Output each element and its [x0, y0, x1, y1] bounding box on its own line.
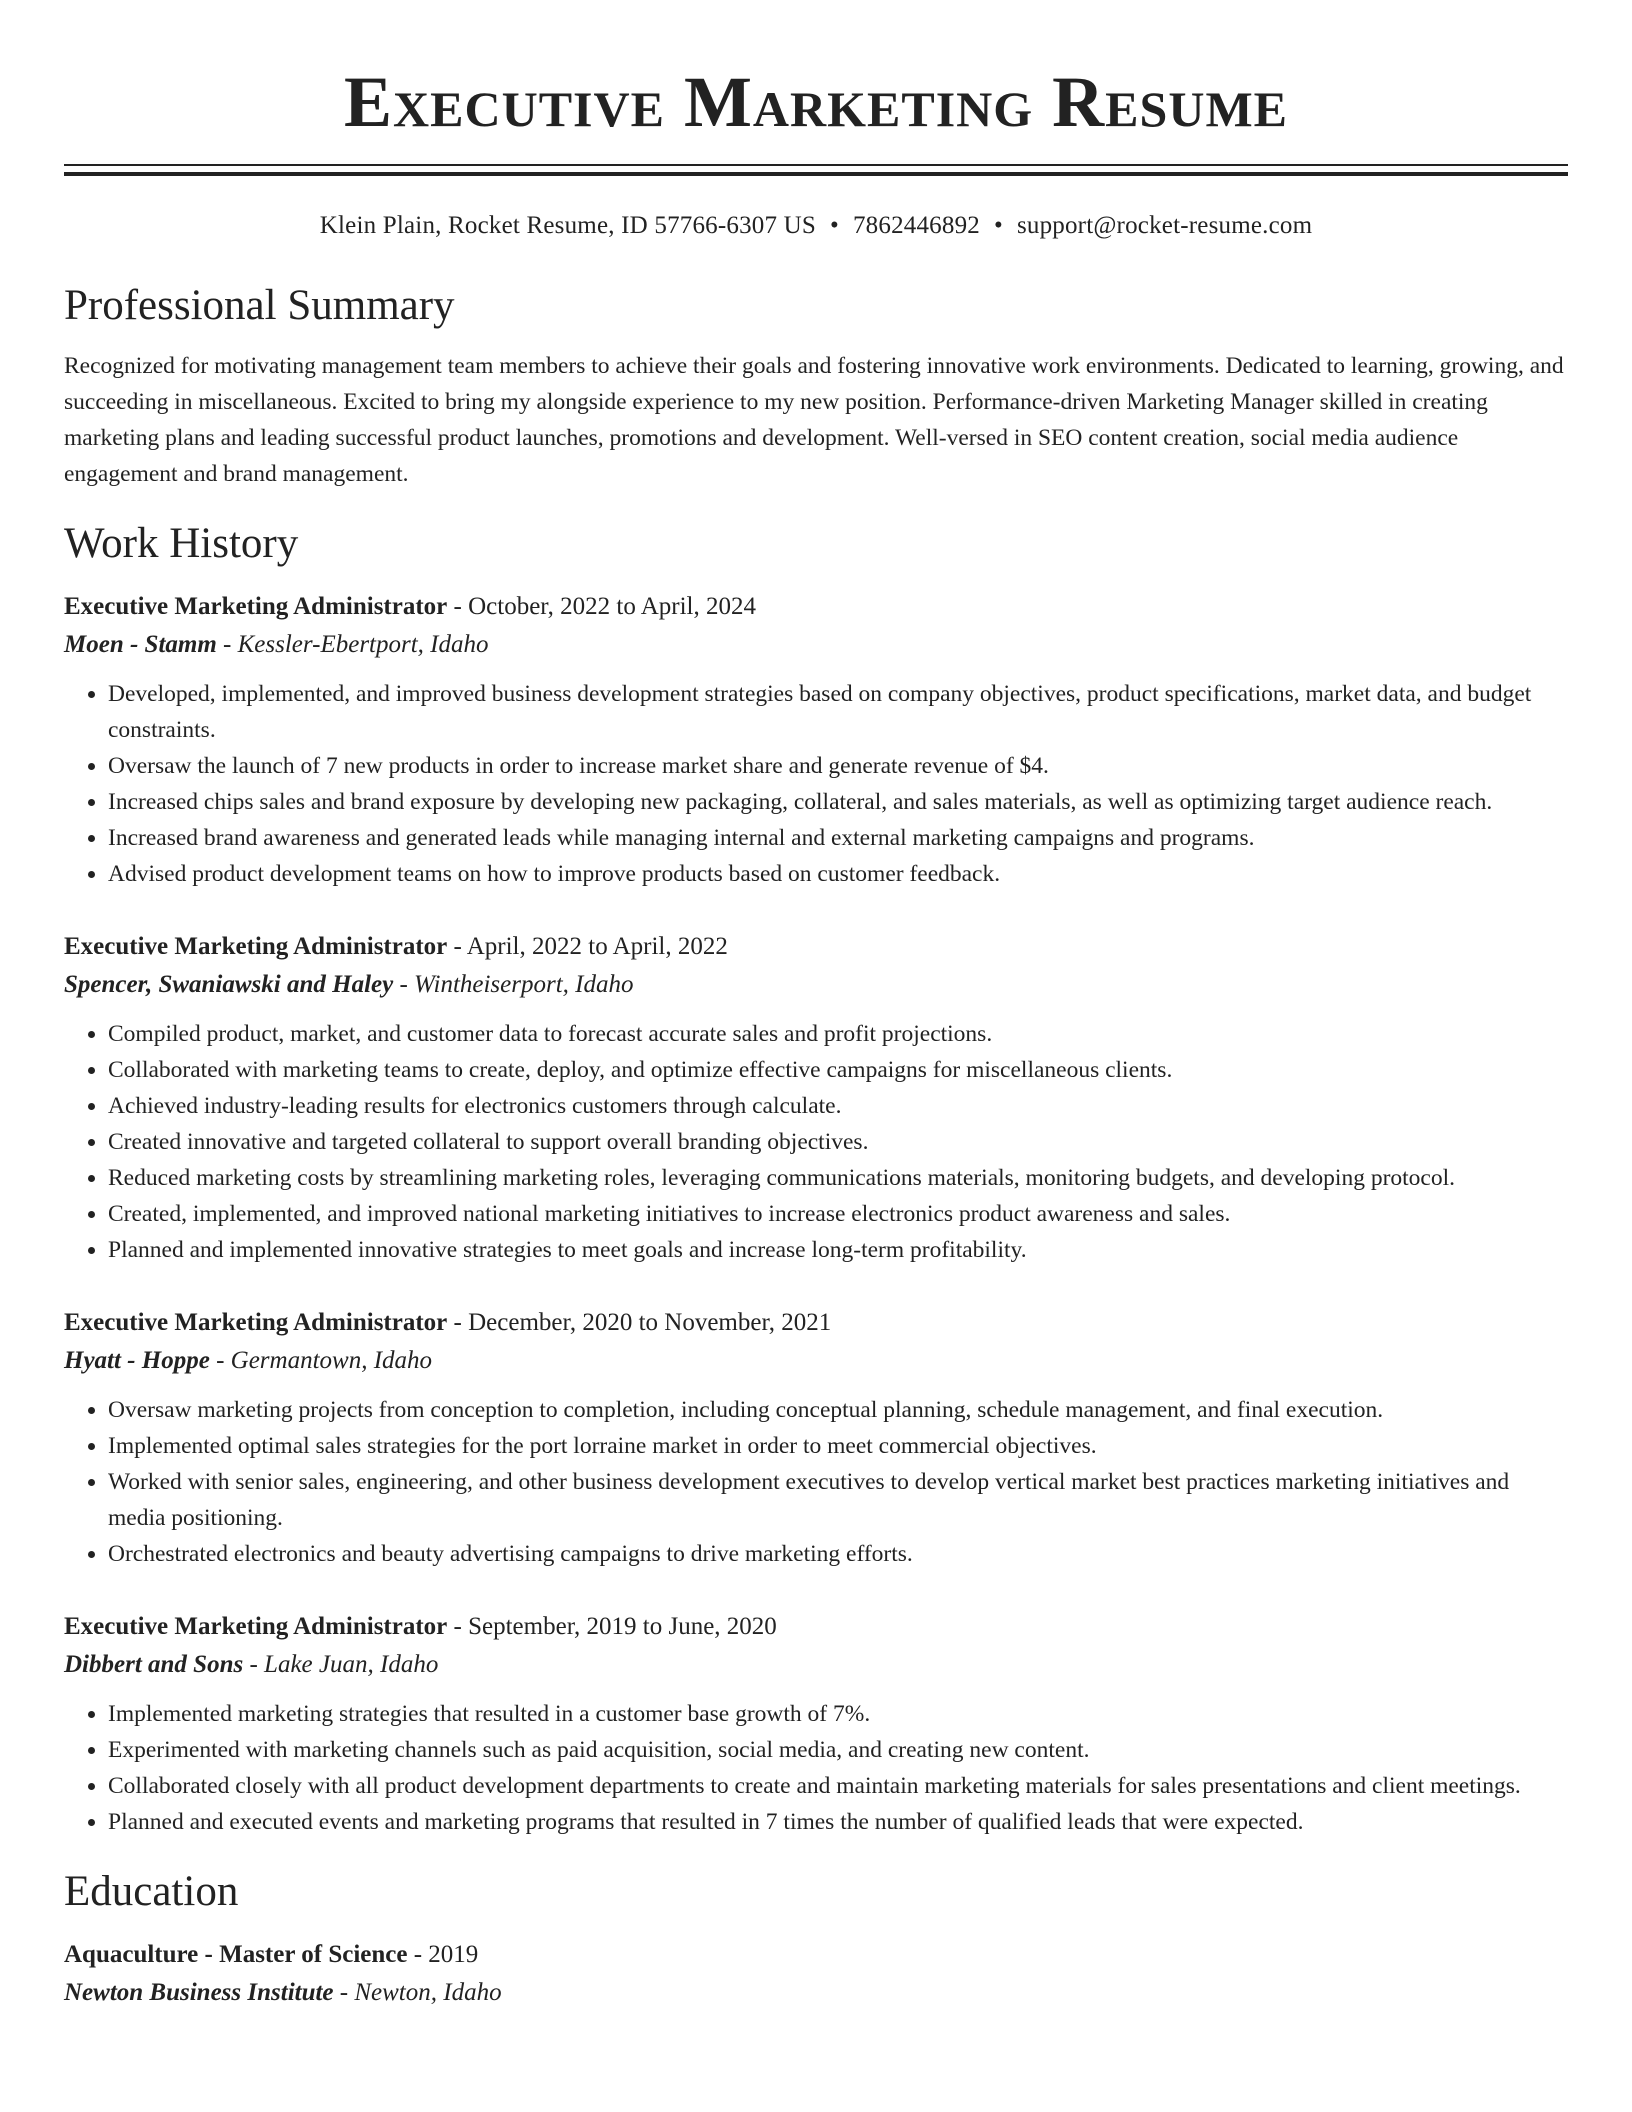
job-bullet: • Increased brand awareness and generated leads while managing internal and external marketing campaigns and programs.	[108, 820, 1568, 856]
job-dates: October, 2022 to April, 2024	[468, 593, 756, 620]
job-location: Germantown, Idaho	[230, 1347, 433, 1374]
education-degree: Aquaculture - Master of Science	[64, 1941, 408, 1968]
job-bullet: • Collaborated closely with all product development departments to create and maintain marketing materials for sales presentations and client meetings.	[108, 1768, 1568, 1804]
job-bullet: • Increased chips sales and brand exposure by developing new packaging, collateral, and sales materials, as well as optimizing target audience reach.	[108, 784, 1568, 820]
job-bullet: • Experimented with marketing channels such as paid acquisition, social media, and creating new content.	[108, 1732, 1568, 1768]
job-company: Hyatt - Hoppe	[64, 1347, 210, 1374]
job-company-line: Spencer, Swaniawski and Haley - Wintheiserport, Idaho	[64, 971, 634, 998]
education-school-line: Newton Business Institute - Newton, Idaho	[64, 1979, 502, 2006]
job-location: Wintheiserport, Idaho	[414, 971, 634, 998]
work-history-heading: Work History	[64, 520, 299, 567]
job-entry	[64, 928, 1568, 1268]
job-bullet: • Implemented marketing strategies that resulted in a customer base growth of 7%.	[108, 1696, 1568, 1732]
job-bullet: • Achieved industry-leading results for electronics customers through calculate.	[108, 1088, 1568, 1124]
resume-title: Executive Marketing Resume	[344, 62, 1288, 142]
education-school: Newton Business Institute	[64, 1979, 334, 2006]
education-heading: Education	[64, 1868, 239, 1915]
job-bullet: • Oversaw marketing projects from conception to completion, including conceptual planning, schedule management, and final execution.	[108, 1392, 1568, 1428]
job-company-line: Dibbert and Sons - Lake Juan, Idaho	[64, 1651, 439, 1678]
job-entry	[64, 588, 1568, 892]
contact-separator: •	[993, 212, 1003, 239]
title-divider	[64, 164, 1568, 176]
job-title-line: Executive Marketing Administrator - April, 2022 to April, 2022	[64, 933, 728, 960]
job-company: Moen - Stamm	[64, 631, 217, 658]
job-dates: December, 2020 to November, 2021	[468, 1309, 832, 1336]
education-degree-line: Aquaculture - Master of Science - 2019	[64, 1941, 479, 1968]
education-year: 2019	[428, 1941, 479, 1968]
job-company-line: Hyatt - Hoppe - Germantown, Idaho	[64, 1347, 433, 1374]
job-bullet: • Compiled product, market, and customer data to forecast accurate sales and profit projections.	[108, 1016, 1568, 1052]
job-entry	[64, 1608, 1568, 1840]
contact-address: Klein Plain, Rocket Resume, ID 57766-6307 US	[319, 212, 817, 239]
job-bullet: • Collaborated with marketing teams to create, deploy, and optimize effective campaigns for miscellaneous clients.	[108, 1052, 1568, 1088]
job-bullets	[64, 1392, 1568, 1572]
job-bullet: • Created, implemented, and improved national marketing initiatives to increase electronics product awareness and sales.	[108, 1196, 1568, 1232]
education-entry	[64, 1936, 1568, 2012]
summary-heading: Professional Summary	[64, 282, 455, 329]
job-bullet: • Developed, implemented, and improved business development strategies based on company objectives, product specifications, market data, and budget constraints.	[108, 676, 1568, 748]
job-title-line: Executive Marketing Administrator - October, 2022 to April, 2024	[64, 593, 756, 620]
job-bullets	[64, 1016, 1568, 1268]
summary-text: Recognized for motivating management team members to achieve their goals and fostering innovative work environments. Dedicated to learning, growing, and succeeding in miscellaneous. Excited to bring my alongside experience to my new position. Performance-driven Marketing Manager skilled in creating marketing plans and leading successful product launches, promotions and development. Well-versed in SEO content creation, social media audience engagement and brand management.	[64, 353, 1564, 487]
education-location: Newton, Idaho	[354, 1979, 502, 2006]
job-entry	[64, 1304, 1568, 1572]
job-bullet: • Worked with senior sales, engineering, and other business development executives to develop vertical market best practices marketing initiatives and media positioning.	[108, 1464, 1568, 1536]
job-bullets	[64, 676, 1568, 892]
job-bullet: • Implemented optimal sales strategies for the port lorraine market in order to meet commercial objectives.	[108, 1428, 1568, 1464]
contact-line	[64, 210, 1568, 242]
job-company: Dibbert and Sons	[64, 1651, 244, 1678]
job-bullet: • Planned and implemented innovative strategies to meet goals and increase long-term profitability.	[108, 1232, 1568, 1268]
job-title: Executive Marketing Administrator	[64, 933, 448, 960]
job-bullet: • Created innovative and targeted collateral to support overall branding objectives.	[108, 1124, 1568, 1160]
job-company: Spencer, Swaniawski and Haley	[64, 971, 394, 998]
job-title-line: Executive Marketing Administrator - December, 2020 to November, 2021	[64, 1309, 832, 1336]
job-title: Executive Marketing Administrator	[64, 1613, 448, 1640]
job-location: Kessler-Ebertport, Idaho	[237, 631, 489, 658]
job-bullet: • Advised product development teams on how to improve products based on customer feedback.	[108, 856, 1568, 892]
job-dates: September, 2019 to June, 2020	[468, 1613, 777, 1640]
job-bullet: • Reduced marketing costs by streamlining marketing roles, leveraging communications materials, monitoring budgets, and developing protocol.	[108, 1160, 1568, 1196]
job-company-line: Moen - Stamm - Kessler-Ebertport, Idaho	[64, 631, 489, 658]
job-location: Lake Juan, Idaho	[264, 1651, 439, 1678]
job-bullet: • Planned and executed events and marketing programs that resulted in 7 times the number of qualified leads that were expected.	[108, 1804, 1568, 1840]
job-title: Executive Marketing Administrator	[64, 593, 448, 620]
job-bullets	[64, 1696, 1568, 1840]
contact-phone: 7862446892	[852, 212, 980, 239]
job-bullet: • Orchestrated electronics and beauty advertising campaigns to drive marketing efforts.	[108, 1536, 1568, 1572]
contact-email: support@rocket-resume.com	[1016, 212, 1313, 239]
job-title-line: Executive Marketing Administrator - September, 2019 to June, 2020	[64, 1613, 777, 1640]
resume-page	[64, 0, 1568, 2012]
job-title: Executive Marketing Administrator	[64, 1309, 448, 1336]
contact-separator: •	[830, 212, 839, 239]
job-bullet: • Oversaw the launch of 7 new products in order to increase market share and generate revenue of $4.	[108, 748, 1568, 784]
job-dates: April, 2022 to April, 2022	[466, 933, 728, 960]
